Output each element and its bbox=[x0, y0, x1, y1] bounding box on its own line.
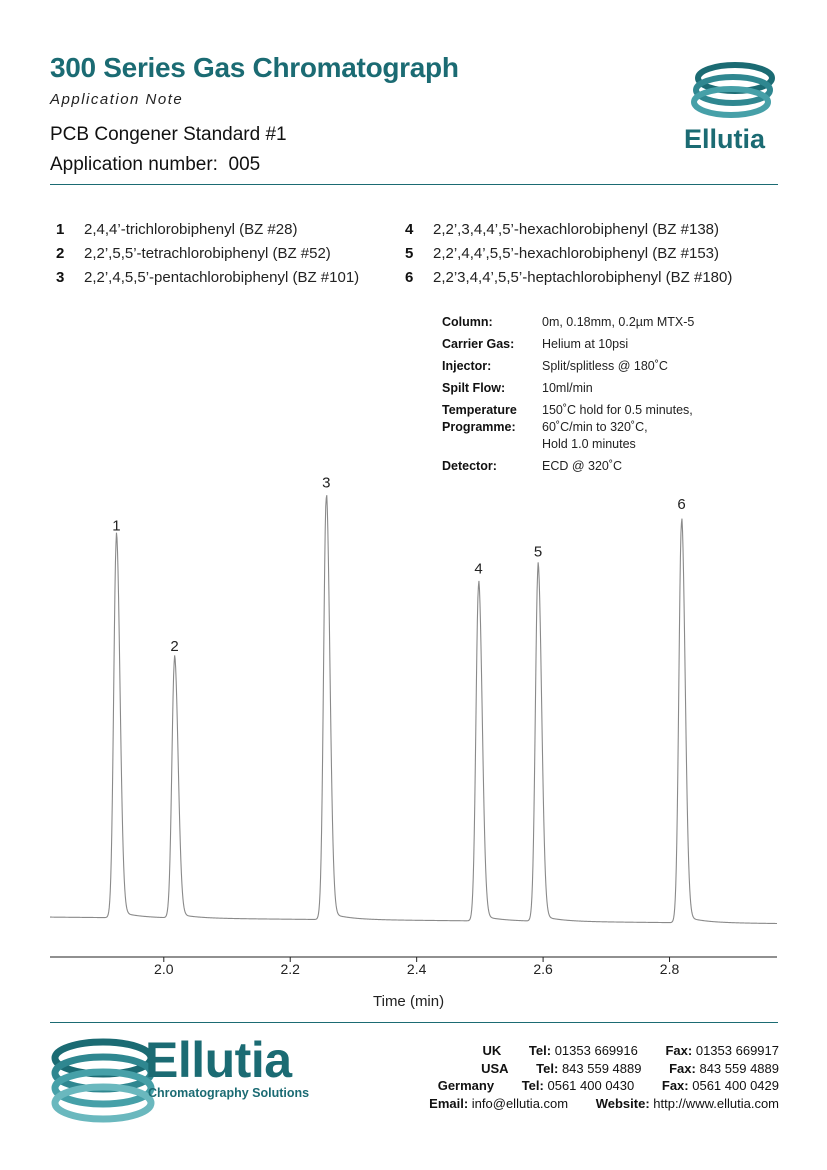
region-label: Germany bbox=[437, 1078, 495, 1093]
condition-value-line: Hold 1.0 minutes bbox=[542, 437, 636, 451]
peak-label: 5 bbox=[533, 543, 543, 561]
application-number-value: 005 bbox=[228, 154, 261, 175]
x-axis-tick-label: 2.0 bbox=[154, 961, 174, 977]
condition-label-line: Programme: bbox=[442, 420, 516, 434]
condition-value: Helium at 10psi bbox=[542, 337, 629, 351]
application-number bbox=[50, 154, 260, 176]
application-number-label: Application number: bbox=[50, 154, 218, 175]
tel-label: Tel: bbox=[528, 1043, 552, 1058]
peak-name: 2,4,4’-trichlorobiphenyl (BZ #28) bbox=[84, 221, 298, 238]
condition-value: Split/splitless @ 180˚C bbox=[542, 359, 668, 373]
fax-value: 843 559 4889 bbox=[699, 1060, 779, 1076]
condition-value-line: 60˚C/min to 320˚C, bbox=[542, 420, 648, 434]
footer-brand-name: Ellutia bbox=[145, 1032, 292, 1088]
peak-label: 3 bbox=[322, 474, 331, 492]
chromatogram-trace bbox=[50, 495, 777, 923]
fax-value: 01353 669917 bbox=[695, 1043, 779, 1058]
brand-name: Ellutia bbox=[684, 124, 766, 154]
peak-item bbox=[56, 242, 359, 266]
contact-row-uk bbox=[429, 1042, 779, 1060]
peak-item bbox=[405, 218, 732, 242]
contact-block bbox=[429, 1042, 779, 1112]
fax-label: Fax: bbox=[669, 1060, 696, 1076]
condition-row bbox=[442, 402, 694, 453]
website-label: Website: bbox=[595, 1095, 650, 1111]
page-title: 300 Series Gas Chromatograph bbox=[50, 52, 459, 83]
condition-value-line: 150˚C hold for 0.5 minutes, bbox=[542, 403, 693, 417]
condition-label: Spilt Flow: bbox=[442, 381, 506, 395]
standard-name: PCB Congener Standard #1 bbox=[50, 124, 287, 145]
email-label: Email: bbox=[429, 1095, 469, 1111]
peak-label: 6 bbox=[677, 496, 686, 514]
peak-name: 2,2’3,4,4’,5,5’-heptachlorobiphenyl (BZ #180) bbox=[433, 269, 733, 286]
contact-row-germany bbox=[429, 1077, 779, 1095]
footer-divider bbox=[50, 1022, 778, 1023]
condition-value bbox=[542, 402, 693, 453]
condition-label: Carrier Gas: bbox=[442, 337, 515, 351]
condition-row bbox=[442, 380, 694, 397]
peak-item bbox=[56, 218, 359, 242]
peak-list-left bbox=[56, 218, 359, 290]
condition-label: Column: bbox=[442, 315, 493, 329]
header-divider bbox=[50, 184, 778, 185]
condition-value: ECD @ 320˚C bbox=[542, 459, 623, 473]
conditions-table bbox=[442, 314, 694, 480]
x-axis-tick-label: 2.8 bbox=[659, 961, 680, 977]
fax-value: 0561 400 0429 bbox=[692, 1078, 779, 1093]
peak-number: 2 bbox=[56, 245, 65, 262]
peak-list-right bbox=[405, 218, 732, 290]
tel-label: Tel: bbox=[521, 1078, 544, 1093]
peak-item bbox=[405, 266, 732, 290]
peak-number: 4 bbox=[405, 221, 414, 238]
contact-row-usa bbox=[429, 1060, 779, 1078]
peak-label: 1 bbox=[112, 517, 121, 535]
x-axis-title: Time (min) bbox=[373, 993, 445, 1010]
footer-brand-tagline: Chromatography Solutions bbox=[148, 1086, 310, 1100]
peak-number: 1 bbox=[56, 221, 65, 238]
ellutia-logo-large-icon bbox=[48, 1028, 158, 1138]
condition-label: Injector: bbox=[442, 359, 492, 373]
x-axis-tick-label: 2.4 bbox=[406, 961, 427, 977]
condition-row bbox=[442, 314, 694, 331]
fax-label: Fax: bbox=[661, 1078, 689, 1093]
condition-value: 10ml/min bbox=[542, 381, 593, 395]
peak-name: 2,2’,4,5,5’-pentachlorobiphenyl (BZ #101) bbox=[84, 269, 360, 286]
condition-label-line: Temperature bbox=[442, 403, 517, 417]
tel-value: 843 559 4889 bbox=[561, 1060, 642, 1076]
region-label: USA bbox=[481, 1060, 509, 1076]
fax-label: Fax: bbox=[665, 1043, 693, 1058]
email-link[interactable]: info@ellutia.com bbox=[471, 1095, 569, 1111]
chromatogram-chart bbox=[0, 470, 827, 990]
condition-label: Detector: bbox=[442, 459, 497, 473]
peak-item bbox=[56, 266, 359, 290]
tel-value: 0561 400 0430 bbox=[547, 1078, 635, 1093]
tel-label: Tel: bbox=[536, 1060, 559, 1076]
peak-label: 2 bbox=[170, 638, 179, 656]
region-label: UK bbox=[482, 1043, 502, 1058]
peak-name: 2,2’,4,4’,5,5’-hexachlorobiphenyl (BZ #153) bbox=[433, 245, 720, 262]
peak-label: 4 bbox=[474, 560, 483, 578]
peak-name: 2,2’,5,5’-tetrachlorobiphenyl (BZ #52) bbox=[84, 245, 331, 262]
contact-row-web bbox=[429, 1095, 779, 1113]
condition-row bbox=[442, 336, 694, 353]
page-subtitle: Application Note bbox=[50, 91, 184, 108]
website-link[interactable]: http://www.ellutia.com bbox=[653, 1095, 779, 1111]
peak-item bbox=[405, 242, 732, 266]
x-axis-tick-label: 2.2 bbox=[280, 961, 300, 977]
x-axis-tick-label: 2.6 bbox=[533, 961, 553, 977]
peak-name: 2,2’,3,4,4’,5’-hexachlorobiphenyl (BZ #138) bbox=[433, 221, 720, 238]
tel-value: 01353 669916 bbox=[554, 1043, 638, 1058]
condition-label bbox=[442, 402, 542, 453]
condition-value: 0m, 0.18mm, 0.2µm MTX-5 bbox=[542, 315, 695, 329]
condition-row bbox=[442, 358, 694, 375]
peak-number: 3 bbox=[56, 269, 65, 286]
peak-number: 6 bbox=[405, 269, 414, 286]
peak-number: 5 bbox=[405, 245, 414, 262]
